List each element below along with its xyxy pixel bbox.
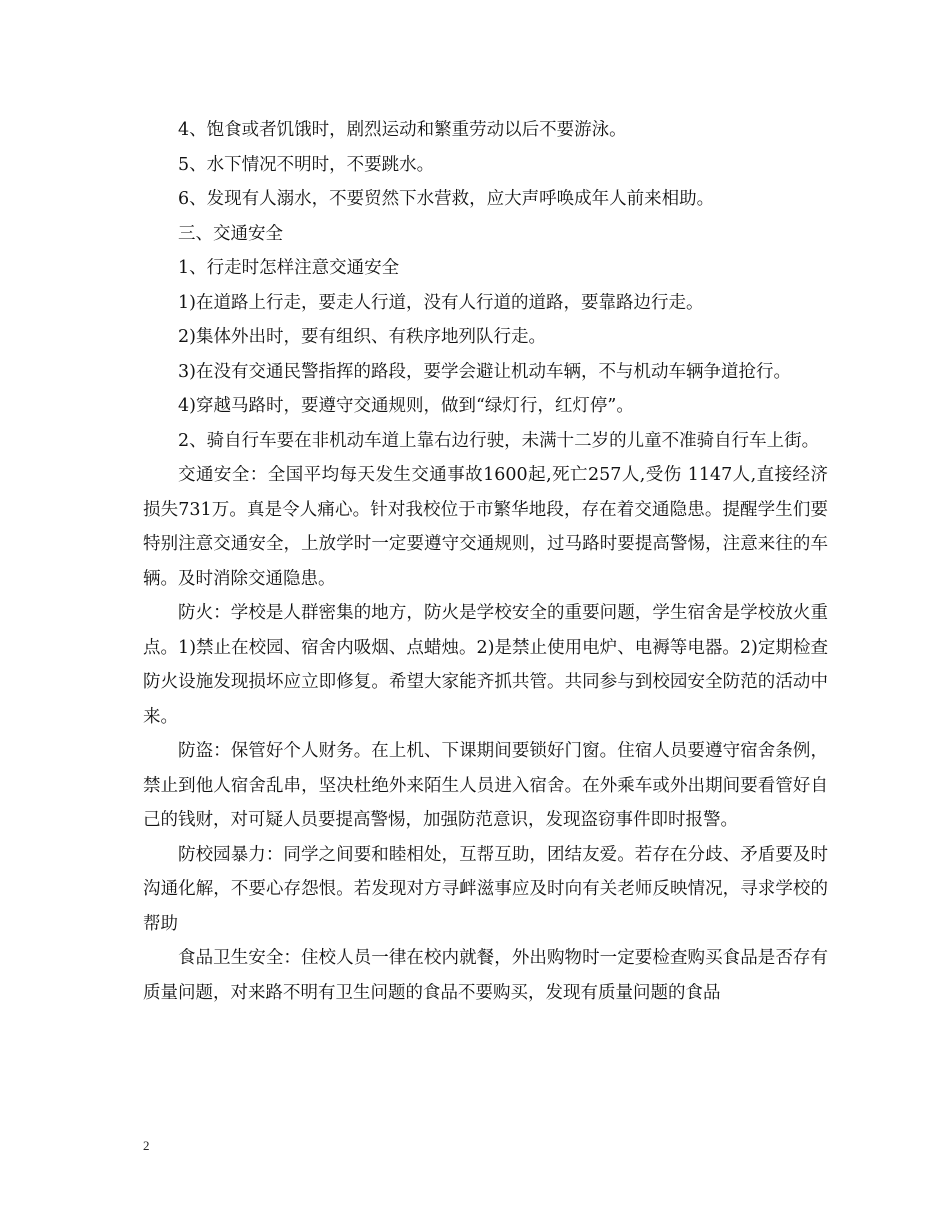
- section-heading: 三、交通安全: [178, 223, 283, 244]
- subsection-heading: 1、行走时怎样注意交通安全: [178, 258, 400, 278]
- paragraph: 交通安全：全国平均每天发生交通事故1600起,死亡257人,受伤 1147人,直接经济损失731万。真是令人痛心。针对我校位于市繁华地段，存在着交通隐患。提醒学生们要特别注意交通安全，上放学时一定要遵守交通规则，过马路时要提高警惕，注意来往的车辆。及时消除交通隐患。: [143, 465, 828, 589]
- paragraph: 3)在没有交通民警指挥的路段，要学会避让机动车辆，不与机动车辆争道抢行。: [178, 361, 791, 382]
- paragraph: 4、饱食或者饥饿时，剧烈运动和繁重劳动以后不要游泳。: [178, 120, 627, 140]
- paragraph: 4)穿越马路时，要遵守交通规则，做到“绿灯行，红灯停”。: [178, 396, 634, 416]
- paragraph: 2、骑自行车要在非机动车道上靠右边行驶，未满十二岁的儿童不准骑自行车上街。: [178, 430, 820, 451]
- paragraph: 防火：学校是人群密集的地方，防火是学校安全的重要问题，学生宿舍是学校放火重点。1)禁止在校园、宿舍内吸烟、点蜡烛。2)是禁止使用电炉、电褥等电器。2)定期检查防火设施发现损坏应立即修复。希望大家能齐抓共管。共同参与到校园安全防范的活动中来。: [143, 603, 828, 727]
- document-body: [143, 113, 828, 1010]
- paragraph: 2)集体外出时，要有组织、有秩序地列队行走。: [178, 327, 546, 347]
- page-number: 2: [143, 1138, 150, 1153]
- paragraph: 6、发现有人溺水，不要贸然下水营救，应大声呼唤成年人前来相助。: [178, 189, 715, 209]
- paragraph: 防校园暴力：同学之间要和睦相处，互帮互助，团结友爱。若存在分歧、矛盾要及时沟通化解，不要心存怨恨。若发现对方寻衅滋事应及时向有关老师反映情况，寻求学校的帮助: [143, 844, 828, 934]
- paragraph: 1)在道路上行走，要走人行道，没有人行道的道路，要靠路边行走。: [178, 292, 704, 313]
- paragraph: 5、水下情况不明时，不要跳水。: [178, 154, 435, 175]
- paragraph: 防盗：保管好个人财务。在上机、下课期间要锁好门窗。住宿人员要遵守宿舍条例，禁止到他人宿舍乱串，坚决杜绝外来陌生人员进入宿舍。在外乘车或外出期间要看管好自己的钱财，对可疑人员要提高警惕，加强防范意识，发现盗窃事件即时报警。: [143, 741, 828, 830]
- paragraph: 食品卫生安全：住校人员一律在校内就餐，外出购物时一定要检查购买食品是否存有质量问题，对来路不明有卫生问题的食品不要购买，发现有质量问题的食品: [143, 948, 828, 1003]
